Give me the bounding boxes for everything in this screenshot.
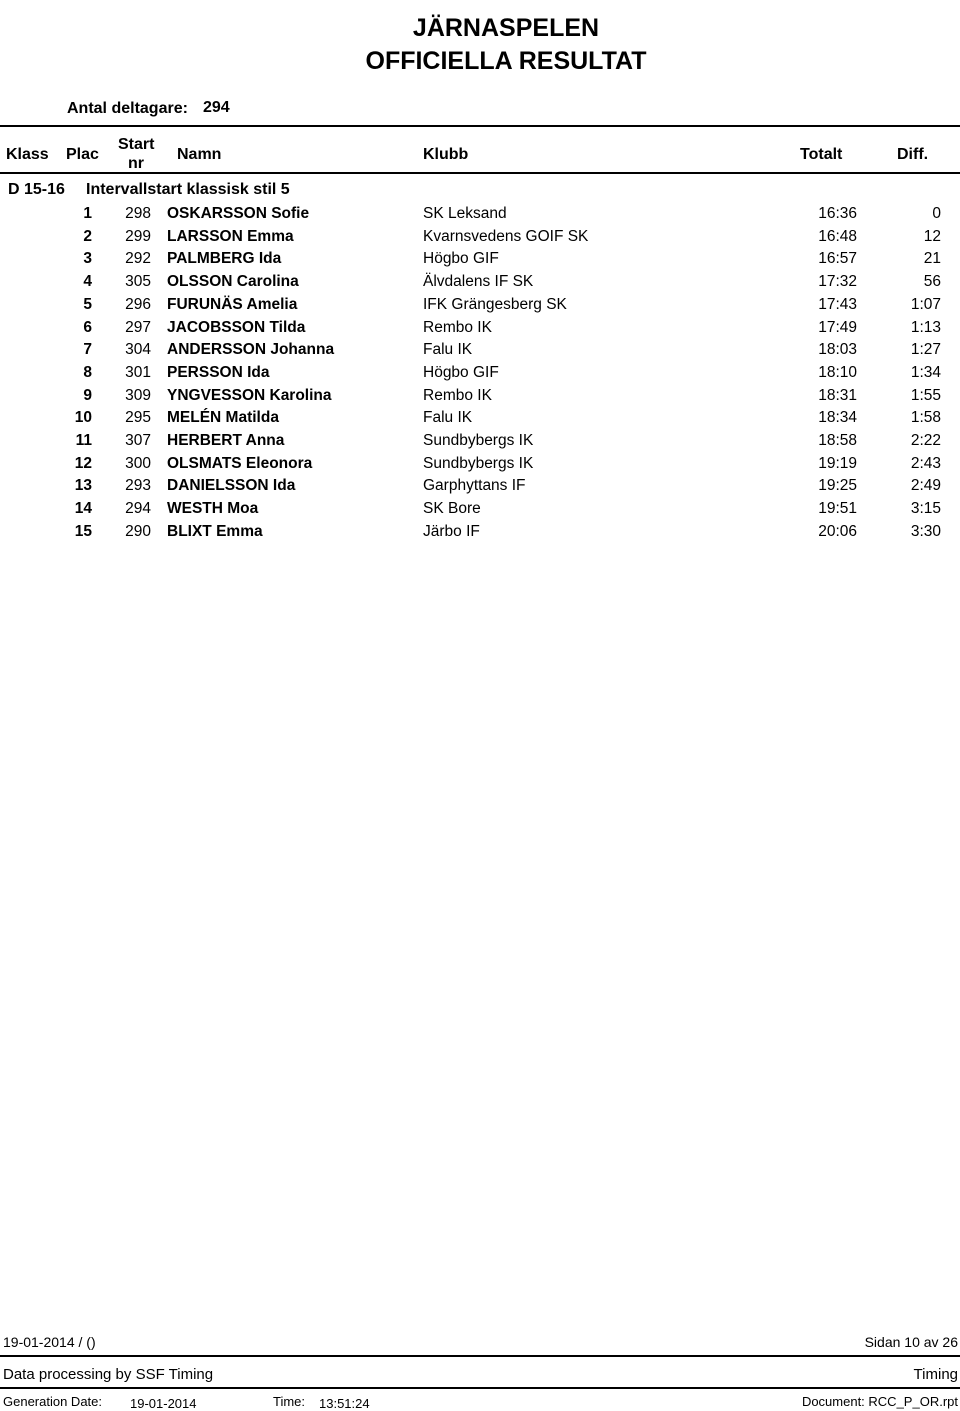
class-name: Intervallstart klassisk stil 5 <box>86 181 290 198</box>
result-name: PERSSON Ida <box>167 363 270 381</box>
result-place: 9 <box>83 386 92 404</box>
result-club: Rembo IK <box>423 386 492 404</box>
result-diff: 1:55 <box>910 386 941 404</box>
result-total-time: 17:32 <box>818 273 857 291</box>
result-club: Kvarnsvedens GOIF SK <box>423 227 589 245</box>
footer-timing: Timing <box>913 1366 958 1383</box>
result-place: 11 <box>75 432 92 449</box>
result-total-time: 19:51 <box>818 500 857 518</box>
result-total-time: 18:10 <box>818 363 857 381</box>
result-name: FURUNÄS Amelia <box>167 295 298 313</box>
table-row <box>0 296 960 318</box>
result-start-number: 297 <box>125 318 151 336</box>
result-diff: 1:07 <box>910 295 941 313</box>
result-club: SK Bore <box>423 500 481 518</box>
result-club: Garphyttans IF <box>423 477 526 495</box>
table-row <box>0 523 960 545</box>
result-start-number: 296 <box>125 295 151 313</box>
footer-date: 19-01-2014 / () <box>3 1334 96 1350</box>
result-diff: 3:30 <box>910 522 941 540</box>
class-code: D 15-16 <box>8 181 65 198</box>
result-place: 10 <box>74 409 92 427</box>
header-divider-bottom <box>0 172 960 174</box>
result-total-time: 18:34 <box>818 409 857 427</box>
result-diff: 2:49 <box>910 477 941 495</box>
result-diff: 1:58 <box>910 409 941 427</box>
result-total-time: 19:19 <box>818 454 857 472</box>
result-total-time: 18:03 <box>818 341 857 359</box>
table-row <box>0 477 960 499</box>
result-name: HERBERT Anna <box>167 432 285 449</box>
column-header-klubb: Klubb <box>423 146 469 163</box>
footer-divider-bottom <box>0 1387 960 1389</box>
table-row <box>0 273 960 295</box>
result-total-time: 18:31 <box>818 386 857 404</box>
result-start-number: 301 <box>125 363 151 381</box>
column-header-klass: Klass <box>6 146 49 163</box>
result-place: 2 <box>83 227 92 245</box>
result-club: Falu IK <box>423 341 473 359</box>
result-club: Högbo GIF <box>423 250 499 268</box>
result-club: Sundbybergs IK <box>423 454 534 472</box>
result-place: 14 <box>74 500 92 518</box>
result-start-number: 309 <box>125 386 151 404</box>
result-place: 15 <box>74 522 92 540</box>
participants-count: 294 <box>203 99 230 116</box>
result-name: DANIELSSON Ida <box>167 477 296 495</box>
result-name: JACOBSSON Tilda <box>167 318 306 336</box>
result-place: 6 <box>83 318 92 336</box>
column-header-diff: Diff. <box>897 146 929 163</box>
result-start-number: 307 <box>125 432 151 449</box>
result-total-time: 16:57 <box>818 250 857 268</box>
result-diff: 3:15 <box>910 500 941 518</box>
result-club: Högbo GIF <box>423 363 499 381</box>
footer-time-label: Time: <box>273 1394 306 1409</box>
result-name: YNGVESSON Karolina <box>167 386 332 404</box>
result-place: 8 <box>83 363 92 381</box>
result-total-time: 18:58 <box>818 432 857 449</box>
result-name: OLSSON Carolina <box>167 273 299 291</box>
result-name: OLSMATS Eleonora <box>167 454 313 472</box>
result-club: Sundbybergs IK <box>423 432 534 449</box>
table-row <box>0 319 960 341</box>
footer-document: Document: RCC_P_OR.rpt <box>801 1394 958 1409</box>
result-diff: 2:22 <box>910 432 941 449</box>
result-club: Älvdalens IF SK <box>423 273 534 291</box>
result-start-number: 298 <box>125 205 151 222</box>
result-name: WESTH Moa <box>167 500 259 518</box>
table-row <box>0 228 960 250</box>
result-club: SK Leksand <box>423 205 507 222</box>
footer-time-value: 13:51:24 <box>319 1396 370 1411</box>
result-diff: 12 <box>923 227 941 245</box>
result-start-number: 293 <box>125 477 151 495</box>
result-total-time: 17:49 <box>818 318 857 336</box>
table-row <box>0 250 960 272</box>
result-diff: 21 <box>923 250 941 268</box>
result-total-time: 16:36 <box>818 205 857 222</box>
footer-page-number: Sidan 10 av 26 <box>864 1334 958 1350</box>
result-name: LARSSON Emma <box>167 227 294 245</box>
result-place: 12 <box>74 454 92 472</box>
column-header-totalt: Totalt <box>800 146 843 163</box>
table-row <box>0 432 960 454</box>
result-club: IFK Grängesberg SK <box>423 295 567 313</box>
result-name: BLIXT Emma <box>167 522 263 540</box>
result-start-number: 299 <box>125 227 151 245</box>
page-title: JÄRNASPELEN <box>412 14 600 42</box>
result-diff: 1:34 <box>910 363 941 381</box>
table-row <box>0 364 960 386</box>
participants-label: Antal deltagare: <box>67 100 188 117</box>
result-start-number: 305 <box>125 273 151 291</box>
result-start-number: 300 <box>125 454 151 472</box>
table-row <box>0 500 960 522</box>
column-header-namn: Namn <box>177 146 222 163</box>
result-place: 5 <box>83 295 92 313</box>
result-name: ANDERSSON Johanna <box>167 341 335 359</box>
result-club: Järbo IF <box>423 522 480 540</box>
result-start-number: 294 <box>125 500 151 518</box>
result-diff: 2:43 <box>910 454 941 472</box>
result-place: 13 <box>74 477 92 495</box>
result-place: 4 <box>83 273 92 291</box>
header-divider-top <box>0 125 960 127</box>
table-row <box>0 409 960 431</box>
result-place: 7 <box>83 341 92 359</box>
result-start-number: 304 <box>125 341 151 359</box>
footer-generation-date-value: 19-01-2014 <box>130 1396 197 1411</box>
result-diff: 1:13 <box>910 318 941 336</box>
result-start-number: 292 <box>125 250 151 268</box>
column-header-start: Start <box>118 136 155 153</box>
table-row <box>0 341 960 363</box>
result-club: Falu IK <box>423 409 473 427</box>
footer-generation-date-label: Generation Date: <box>3 1394 103 1409</box>
result-start-number: 295 <box>125 409 151 427</box>
footer-divider-top <box>0 1355 960 1357</box>
result-club: Rembo IK <box>423 318 492 336</box>
page-subtitle: OFFICIELLA RESULTAT <box>365 47 647 75</box>
column-header-start-nr: nr <box>128 155 144 172</box>
result-diff: 0 <box>932 205 941 222</box>
result-total-time: 17:43 <box>818 295 857 313</box>
result-diff: 56 <box>923 273 941 291</box>
result-total-time: 16:48 <box>818 227 857 245</box>
result-name: PALMBERG Ida <box>167 250 282 268</box>
result-total-time: 19:25 <box>818 477 857 495</box>
result-name: MELÉN Matilda <box>167 409 279 427</box>
table-row <box>0 387 960 409</box>
result-total-time: 20:06 <box>818 522 857 540</box>
table-row <box>0 205 960 227</box>
result-diff: 1:27 <box>910 341 941 359</box>
column-header-plac: Plac <box>66 146 99 163</box>
result-place: 1 <box>83 205 92 222</box>
result-start-number: 290 <box>125 522 151 540</box>
footer-processing: Data processing by SSF Timing <box>3 1366 214 1383</box>
table-row <box>0 455 960 477</box>
result-place: 3 <box>83 250 92 268</box>
result-name: OSKARSSON Sofie <box>167 205 310 222</box>
